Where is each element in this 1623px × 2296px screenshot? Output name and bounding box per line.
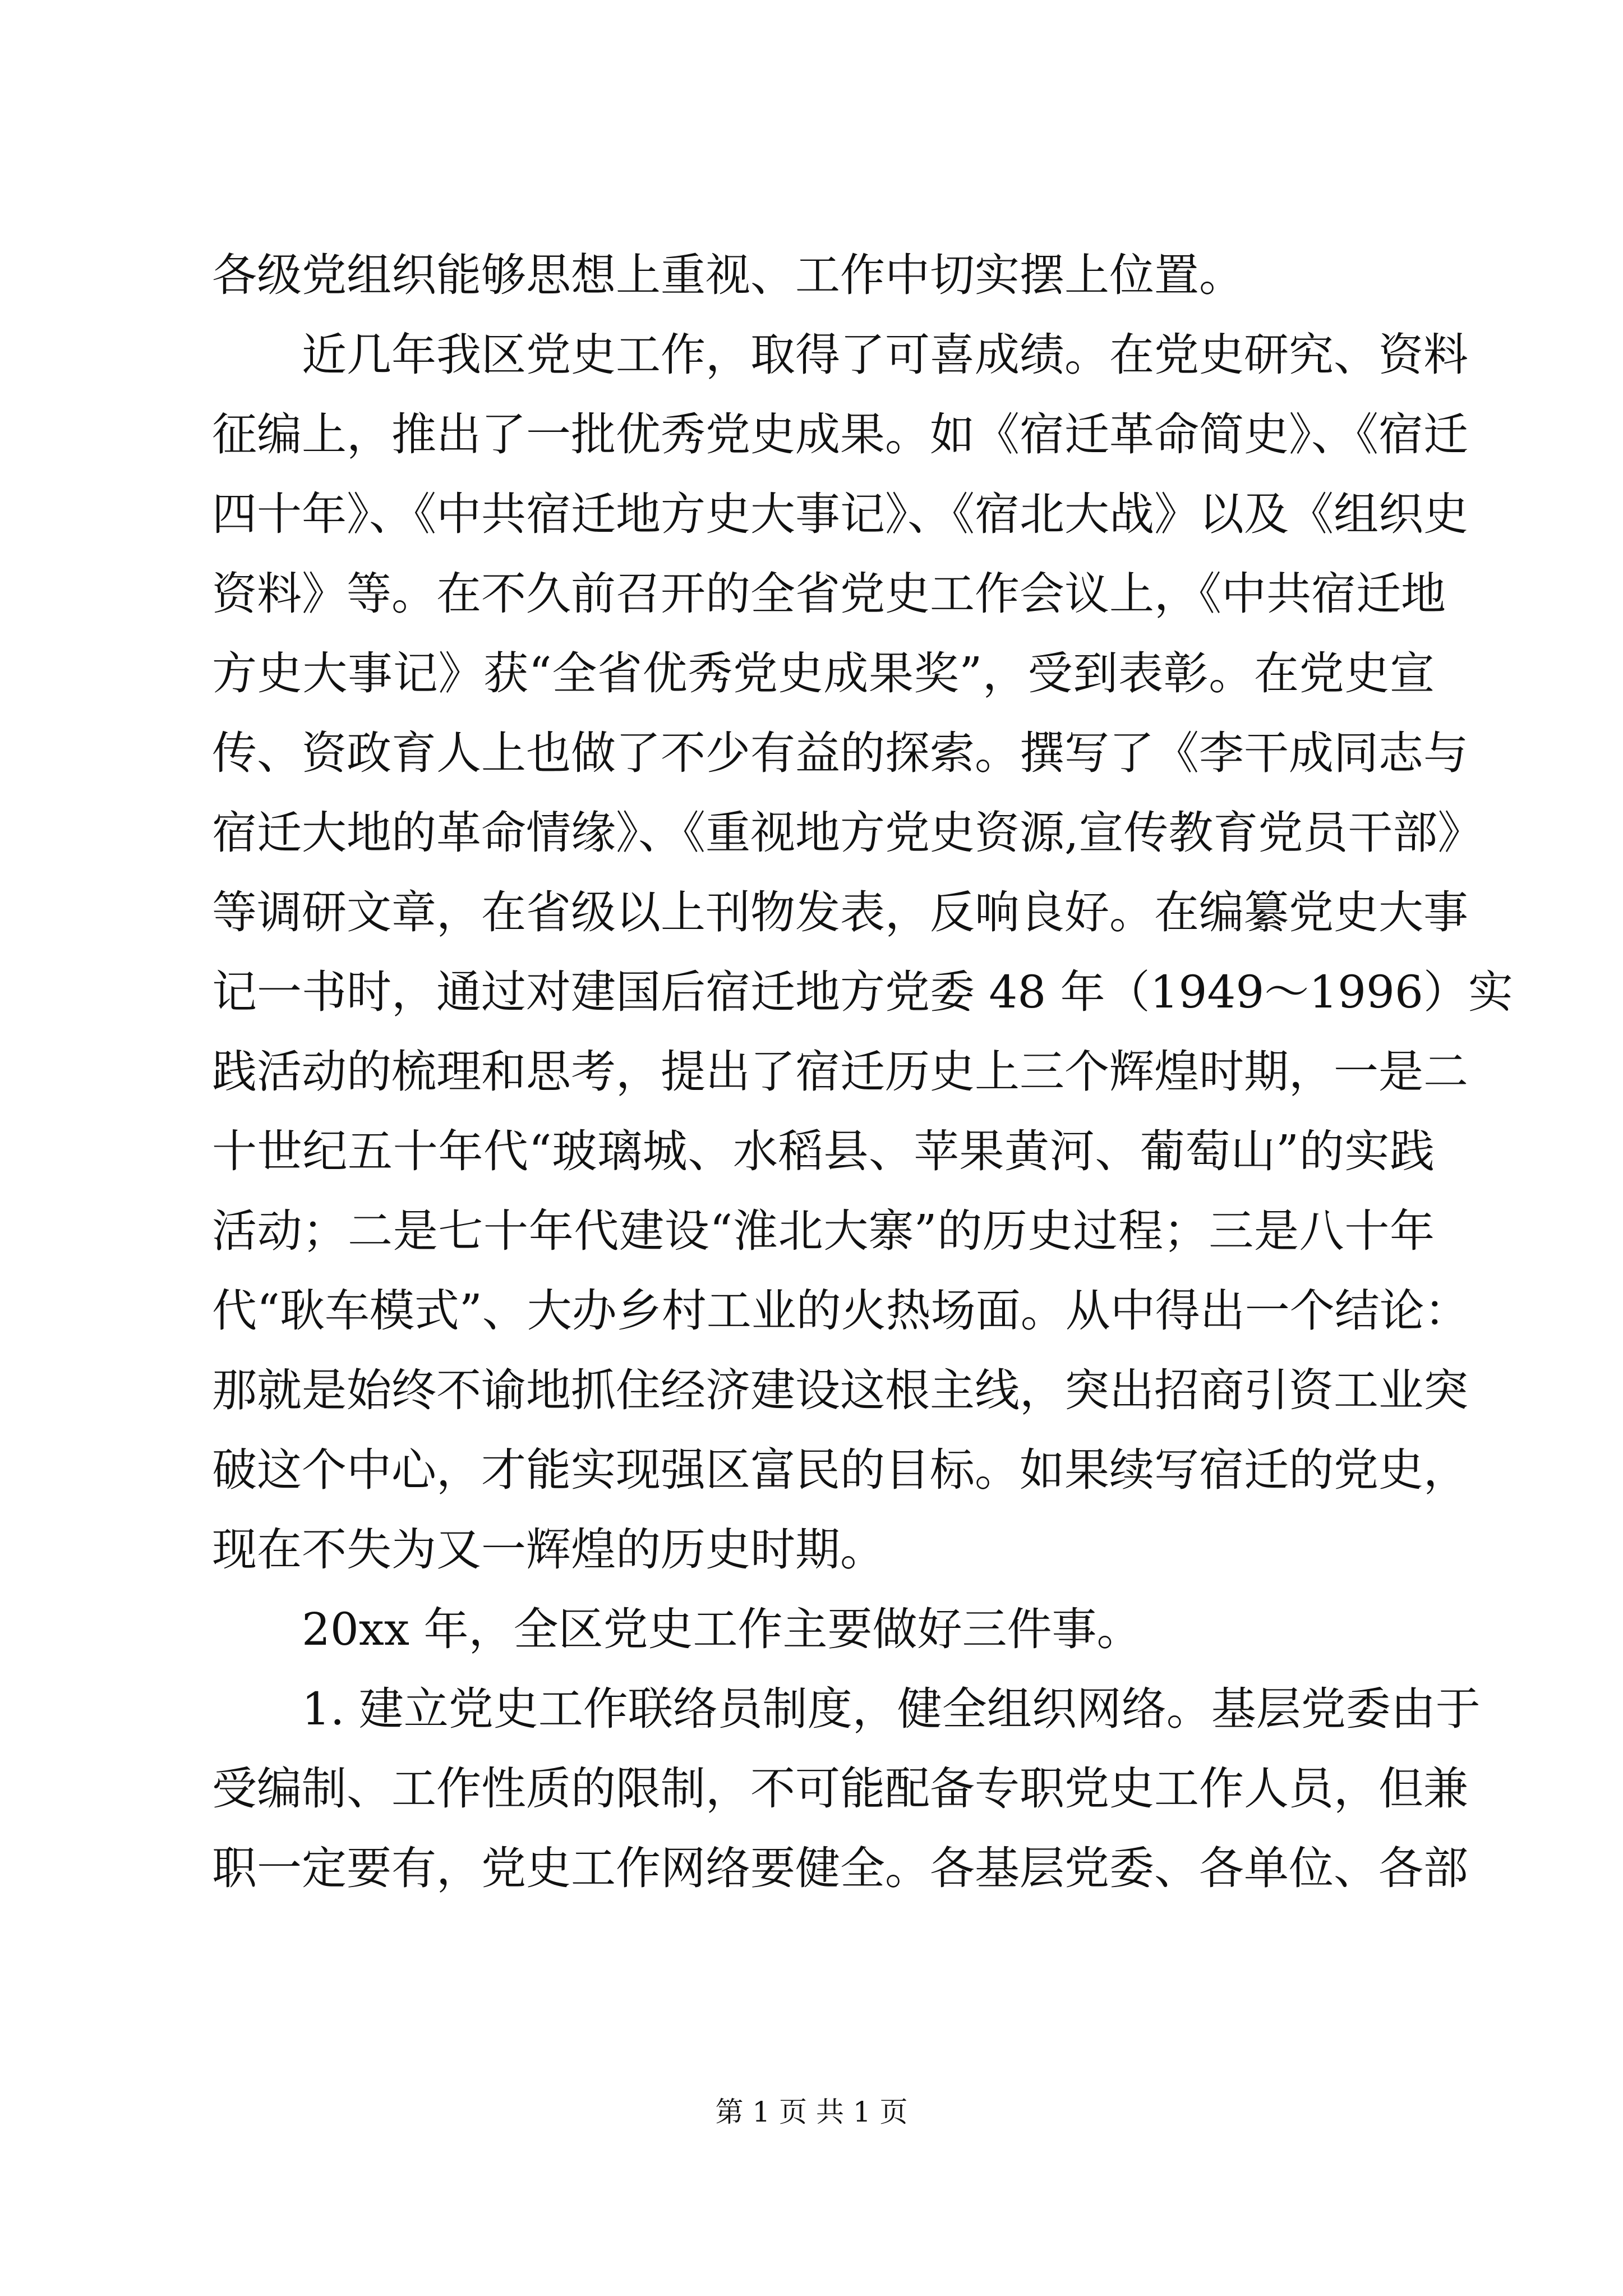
text-line: 1. 建立党史工作联络员制度，健全组织网络。基层党委由于 [302,1683,1481,1735]
text-line: 那就是始终不谕地抓住经济建设这根主线，突出招商引资工业突 [212,1364,1468,1416]
text-line: 受编制、工作性质的限制，不可能配备专职党史工作人员，但兼 [212,1763,1468,1815]
text-line: 代“耿车模式”、大办乡村工业的火热场面。从中得出一个结论： [212,1285,1469,1337]
text-line: 等调研文章，在省级以上刊物发表，反响良好。在编纂党史大事 [212,886,1468,938]
text-line: 20xx 年，全区党史工作主要做好三件事。 [302,1603,1142,1655]
text-line: 资料》等。在不久前召开的全省党史工作会议上，《中共宿迁地 [212,568,1446,620]
text-line: 十世纪五十年代“玻璃城、水稻县、苹果黄河、葡萄山”的实践 [212,1125,1435,1177]
body-text [212,236,1513,1908]
text-line: 现在不失为又一辉煌的历史时期。 [212,1524,885,1576]
text-line: 四十年》、《中共宿迁地方史大事记》、《宿北大战》以及《组织史 [212,488,1468,540]
text-line: 传、资政育人上也做了不少有益的探索。撰写了《李干成同志与 [212,727,1468,779]
text-line: 方史大事记》获“全省优秀党史成果奖”，受到表彰。在党史宣 [212,647,1435,700]
text-line: 宿迁大地的革命情缘》、《重视地方党史资源,宣传教育党员干部》 [212,807,1483,859]
text-line: 记一书时，通过对建国后宿迁地方党委 48 年（1949～1996）实 [212,966,1513,1018]
text-line: 近几年我区党史工作，取得了可喜成绩。在党史研究、资料 [302,329,1468,381]
text-line: 破这个中心，才能实现强区富民的目标。如果续写宿迁的党史， [212,1444,1468,1496]
text-line: 职一定要有，党史工作网络要健全。各基层党委、各单位、各部 [212,1842,1468,1894]
text-line: 活动；二是七十年代建设“淮北大寨”的历史过程；三是八十年 [212,1205,1435,1257]
text-line: 各级党组织能够思想上重视、工作中切实摆上位置。 [212,249,1244,301]
page-number-label: 第 1 页 共 1 页 [715,2096,908,2128]
text-line: 征编上，推出了一批优秀党史成果。如《宿迁革命简史》、《宿迁 [212,408,1468,461]
text-line: 践活动的梳理和思考，提出了宿迁历史上三个辉煌时期，一是二 [212,1046,1468,1098]
page-footer [0,2095,1623,2129]
